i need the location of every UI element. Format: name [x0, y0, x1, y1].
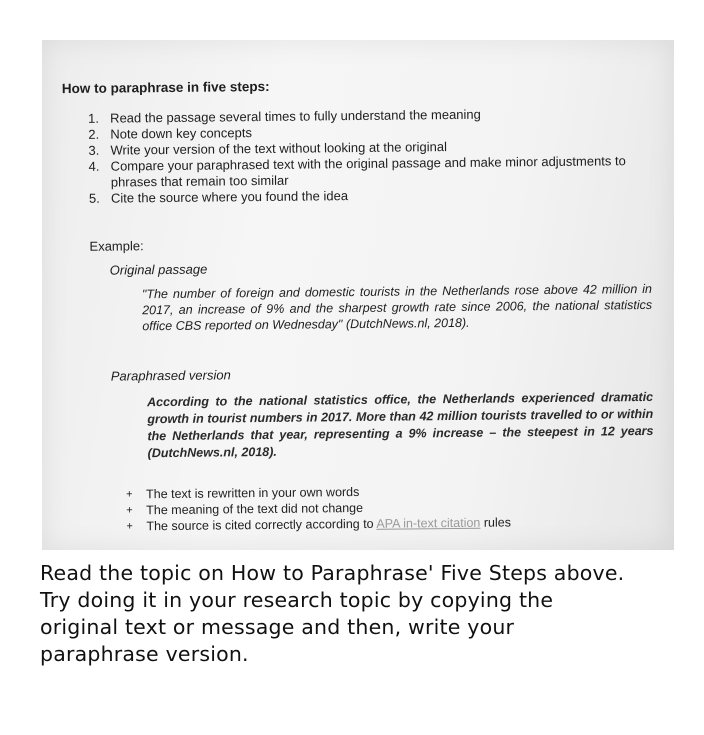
document-heading: How to paraphrase in five steps:	[61, 78, 270, 97]
citation-reference: APA in-text citation	[376, 515, 481, 531]
plus-icon: +	[126, 488, 133, 501]
original-passage-text: "The number of foreign and domestic tourists in the Netherlands rose above 42 million in 2017, an increase of 9% and the sharpest growth rate since 2006, the national statistics office CBS reported on Wednesday" (DutchNews.nl, 2018).	[141, 281, 653, 334]
step-number: 4.	[88, 158, 100, 174]
step-text: Cite the source where you found the idea	[110, 188, 349, 206]
document-photo	[42, 40, 674, 550]
step-text: Read the passage several times to fully understand the meaning	[110, 106, 481, 126]
document-sheet	[42, 40, 674, 550]
plus-icon: +	[126, 504, 133, 517]
step-text: Compare your paraphrased text with the original passage and make minor adjustments to phrases that remain too similar	[110, 153, 626, 190]
paraphrased-version-text: According to the national statistics office, the Netherlands experienced dramatic growth in tourist numbers in 2017. More than 42 million tourists travelled to or within the Netherlands that year, representing a 9% increase – the steepest in 12 years (DutchNews.nl, 2018).	[147, 389, 654, 461]
step-number: 3.	[88, 142, 100, 158]
criteria-text-end: rules	[480, 515, 512, 530]
caption-line: paraphrase version.	[40, 642, 249, 666]
step-number: 2.	[88, 126, 100, 142]
example-label: Example:	[89, 238, 144, 254]
original-passage-label: Original passage	[109, 261, 208, 278]
caption-line: Try doing it in your research topic by copying the	[40, 588, 554, 612]
caption-line: original text or message and then, write your	[40, 615, 515, 639]
steps-list	[88, 105, 649, 207]
instruction-caption	[40, 560, 690, 668]
plus-icon: +	[126, 520, 133, 533]
criteria-text-start: The source is cited correctly according to	[146, 516, 377, 534]
criteria-item	[124, 514, 511, 534]
criteria-list	[124, 482, 511, 534]
step-number: 5.	[88, 190, 100, 206]
criteria-text: The text is rewritten in your own words	[146, 484, 360, 502]
step-text: Note down key concepts	[110, 125, 253, 142]
caption-line: Read the topic on How to Paraphrase' Five Steps above.	[40, 561, 625, 585]
criteria-text: The meaning of the text did not change	[146, 500, 364, 518]
step-text: Write your version of the text without looking at the original	[110, 139, 448, 158]
paraphrased-version-label: Paraphrased version	[110, 367, 231, 384]
step-number: 1.	[88, 110, 100, 126]
